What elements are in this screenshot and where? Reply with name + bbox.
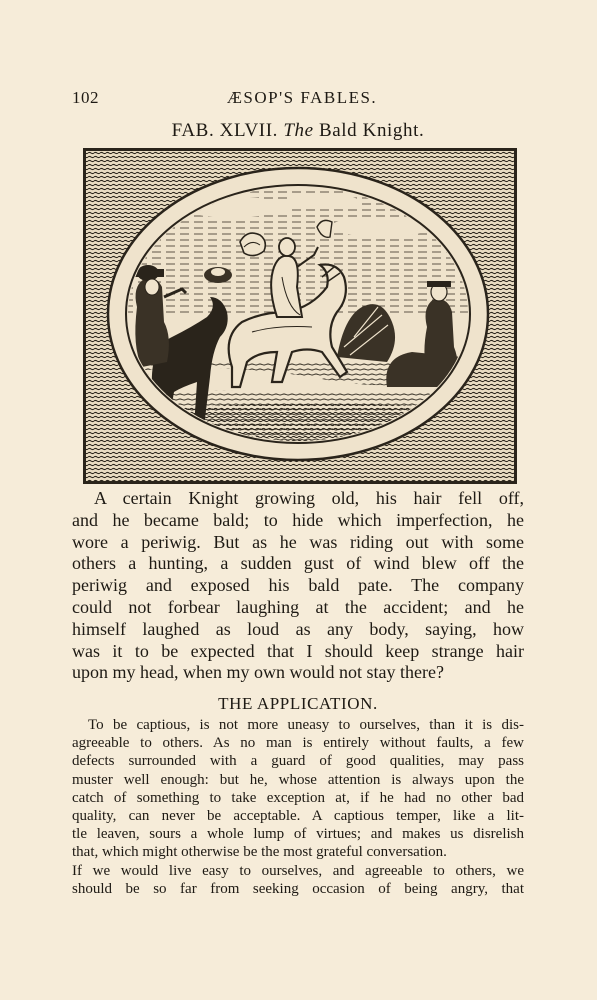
application-line: defects surrounded with a guard of good qualities, may pass — [72, 753, 524, 770]
fable-line: could not forbear laughing at the accident; and he — [72, 596, 524, 617]
woodcut-svg — [82, 147, 518, 485]
fable-line: wore a periwig. But as he was riding out with some — [72, 531, 524, 552]
fable-title-article: The — [283, 120, 314, 141]
application-line: tle leaven, sours a whole lump of virtues; and makes us disrelish — [72, 826, 524, 843]
fable-text — [72, 488, 524, 684]
application-line: should be so far from seeking occasion of being angry, that — [72, 880, 524, 897]
application-line: If we would live easy to ourselves, and agreeable to others, we — [72, 862, 524, 879]
woodcut-illustration — [82, 147, 518, 485]
fable-number: FAB. XLVII. — [171, 120, 278, 141]
fable-line: was it to be expected that I should keep strange hair — [72, 640, 524, 661]
application-line: quality, can never be acceptable. A captious temper, like a lit- — [72, 807, 524, 824]
bald-head — [279, 238, 295, 256]
page-number: 102 — [72, 88, 99, 107]
fable-line: himself laughed as loud as any body, saying, how — [72, 618, 524, 639]
fable-line: and he became bald; to hide which imperfection, he — [72, 509, 524, 530]
flying-periwig — [240, 233, 265, 255]
running-head — [72, 88, 524, 110]
running-title: ÆSOP'S FABLES. — [226, 88, 378, 107]
fable-title: Bald Knight. — [319, 120, 425, 141]
application-line: muster well enough: but he, whose attention is always upon the — [72, 771, 524, 788]
fable-heading — [72, 120, 524, 142]
application-line: that, which might otherwise be the most grateful conversation. — [72, 844, 447, 861]
fable-line: others a hunting, a sudden gust of wind blew off the — [72, 553, 524, 574]
bald-knight — [271, 256, 302, 317]
application-line: agreeable to others. As no man is entirely without faults, a few — [72, 735, 524, 752]
application-text — [72, 716, 524, 898]
application-heading: THE APPLICATION. — [218, 694, 378, 713]
fable-line: periwig and exposed his bald pate. The company — [72, 575, 524, 596]
application-line: To be captious, is not more uneasy to ourselves, than it is dis- — [88, 717, 524, 733]
fable-line: upon my head, when my own would not stay there? — [72, 662, 444, 683]
application-line: catch of something to take exception at, if he had no other bad — [72, 789, 524, 806]
fable-line: A certain Knight growing old, his hair fell off, — [94, 488, 524, 508]
